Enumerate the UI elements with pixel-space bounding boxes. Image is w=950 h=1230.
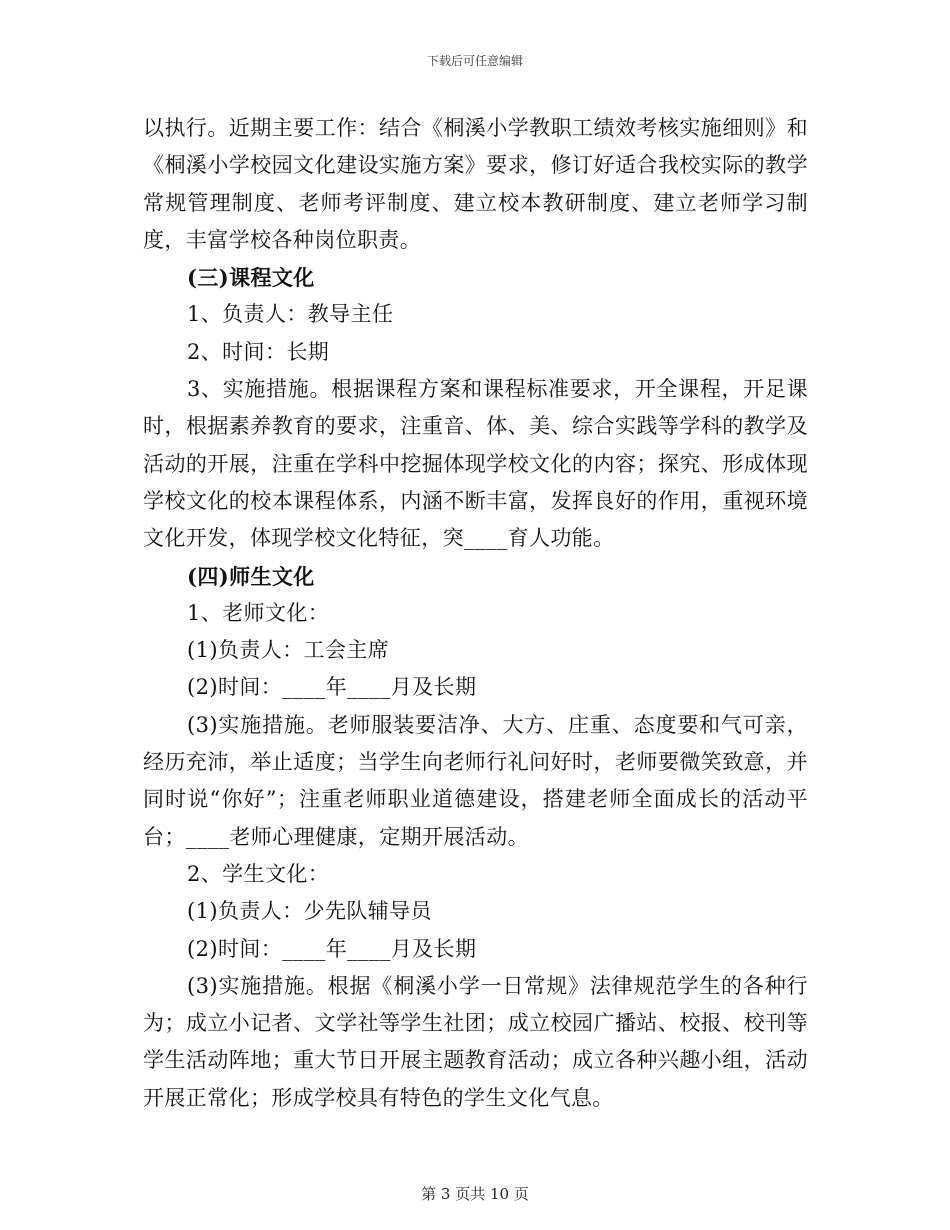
document-body [143,110,808,1117]
list-item-responsible-person: 1、负责人：教导主任 [187,302,394,327]
list-item-time: (2)时间：____年____月及长期 [187,675,477,700]
subsection-teacher-culture: 1、老师文化： [187,600,330,625]
page-footer-number: 第 3 页共 10 页 [421,1185,529,1203]
paragraph-continuation: 以执行。近期主要工作：结合《桐溪小学教职工绩效考核实施细则》和《桐溪小学校园文化建设实施方案》要求，修订好适合我校实际的教学常规管理制度、老师考评制度、建立校本教研制度、建立老师学习制度，丰富学校各种岗位职责。 [143,116,808,252]
section-heading-teacher-student-culture: (四)师生文化 [187,563,315,589]
list-item-time: (2)时间：____年____月及长期 [187,936,477,961]
list-item-measures: (3)实施措施。根据《桐溪小学一日常规》法律规范学生的各种行为；成立小记者、文学社等学生社团；成立校园广播站、校报、校刊等学生活动阵地；重大节日开展主题教育活动；成立各种兴趣小组，活动开展正常化；形成学校具有特色的学生文化气息。 [143,973,808,1110]
section-heading-curriculum-culture: (三)课程文化 [187,265,315,291]
list-item-measures: (3)实施措施。老师服装要洁净、大方、庄重、态度要和气可亲，经历充沛，举止适度；当学生向老师行礼问好时，老师要微笑致意，并同时说“你好”；注重老师职业道德建设，搭建老师全面成长的活动平台；____老师心理健康，定期开展活动。 [143,712,808,849]
list-item-responsible-person: (1)负责人：少先队辅导员 [187,899,432,924]
list-item-responsible-person: (1)负责人：工会主席 [187,638,390,663]
page-header-note: 下载后可任意编辑 [426,54,523,68]
list-item-measures: 3、实施措施。根据课程方案和课程标准要求，开全课程，开足课时，根据素养教育的要求，注重音、体、美、综合实践等学科的教学及活动的开展，注重在学科中挖掘体现学校文化的内容；探究、形成体现学校文化的校本课程体系，内涵不断丰富，发挥良好的作用，重视环境文化开发，体现学校文化特征，突____育人功能。 [143,377,808,551]
subsection-student-culture: 2、学生文化： [187,861,330,886]
list-item-time: 2、时间：长期 [187,339,330,364]
